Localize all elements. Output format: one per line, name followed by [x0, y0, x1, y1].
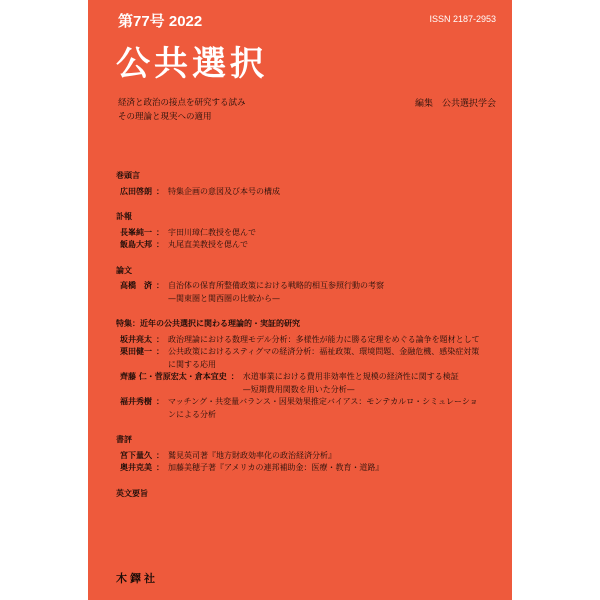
journal-title: 公共選択: [116, 44, 268, 84]
toc-entry: 栗田健一 ： 公共政策におけるスティグマの経済分析：福祉政策、環境問題、金融危機、感染症対策 に関する応用: [120, 346, 496, 371]
section-heading-obituaries: 訃報: [116, 212, 132, 221]
issn: ISSN 2187-2953: [429, 14, 496, 24]
issue-number: 第77号 2022: [118, 13, 203, 30]
entry-title-line: 公共政策におけるスティグマの経済分析：福祉政策、環境問題、金融危機、感染症対策: [168, 347, 480, 356]
entry-title-line: 水道事業における費用非効率性と規模の経済性に関する検証: [242, 372, 459, 381]
entry-title: 宇田川璋仁教授を偲んで: [168, 227, 256, 237]
entry-author: 高橋 済: [120, 281, 152, 290]
toc-entry: 飯島大邦 ： 丸尾直美教授を偲んで: [120, 239, 496, 252]
entry-title-continuation: —関東圏と関西圏の比較から—: [168, 293, 280, 303]
toc-entry: 高橋 済 ： 自治体の保育所整備政策における戦略的相互参照行動の考察 —関東圏と関西圏の比較から—: [120, 280, 496, 305]
entry-title-continuation: —短期費用関数を用いた分析—: [242, 384, 355, 394]
entry-title-line: マッチング・共変量バランス・因果効果推定バイアス：モンテカルロ・シミュレーショ: [168, 397, 478, 406]
section-heading-special: 特集：近年の公共選択に関わる理論的・実証的研究: [116, 319, 300, 328]
entry-title: 加藤美穂子著『アメリカの連邦補助金：医療・教育・道路』: [168, 463, 384, 472]
toc-entry: 福井秀樹 ： マッチング・共変量バランス・因果効果推定バイアス：モンテカルロ・シミュレーショ ンによる分析: [120, 396, 496, 421]
subtitle-line: その理論と現実への適用: [118, 112, 212, 122]
editor-credit: 編集 公共選択学会: [414, 99, 496, 109]
journal-cover: [88, 0, 512, 600]
entry-title: 丸尾直美教授を偲んで: [168, 240, 248, 249]
entry-title: [168, 280, 496, 305]
entry-author: 齊藤 仁・菅原宏太・倉本宜史: [120, 372, 227, 381]
entry-author: 奥井克美: [120, 463, 152, 472]
entry-title-continuation: ンによる分析: [168, 409, 216, 419]
entry-title: 特集企画の意図及び本号の構成: [168, 186, 280, 196]
entry-title: 鷲見英司著『地方財政効率化の政治経済分析』: [168, 450, 336, 460]
entry-author: 広田啓朗: [120, 186, 152, 196]
toc-entry: 宮下量久 ： 鷲見英司著『地方財政効率化の政治経済分析』: [120, 450, 496, 463]
entry-title-continuation: に関する応用: [168, 359, 216, 369]
toc-entry: 坂井亮太 ： 政治理論における数理モデル分析：多様性が能力に勝る定理をめぐる論争を題材として: [120, 334, 496, 347]
toc-entry: 広田啓朗 ： 特集企画の意図及び本号の構成: [120, 186, 496, 199]
entry-author: 福井秀樹: [120, 397, 152, 406]
entry-author: 坂井亮太: [120, 334, 152, 344]
entry-author: 飯島大邦: [120, 240, 152, 249]
toc-entry: 長峯純一 ： 宇田川璋仁教授を偲んで: [120, 227, 496, 240]
entry-title-line: 自治体の保育所整備政策における戦略的相互参照行動の考察: [168, 281, 384, 290]
table-of-contents: [116, 170, 496, 503]
publisher: 木鐸社: [116, 572, 158, 585]
section-heading-articles: 論文: [116, 265, 132, 275]
entry-title: [243, 371, 496, 396]
section-heading-reviews: 書評: [116, 435, 132, 444]
section-heading-english-abstracts: 英文要旨: [116, 488, 148, 498]
section-heading-foreword: 巻頭言: [116, 171, 140, 180]
entry-title: [168, 396, 496, 421]
entry-author: 長峯純一: [120, 227, 152, 237]
subtitle-line: 経済と政治の接点を研究する試み: [118, 98, 246, 108]
entry-title: 政治理論における数理モデル分析：多様性が能力に勝る定理をめぐる論争を題材として: [168, 334, 480, 344]
entry-title: [168, 346, 496, 371]
entry-author: 宮下量久: [120, 450, 152, 460]
toc-entry: 奥井克美 ： 加藤美穂子著『アメリカの連邦補助金：医療・教育・道路』: [120, 462, 496, 475]
entry-author: 栗田健一: [120, 347, 152, 356]
journal-subtitle: [118, 96, 246, 124]
toc-entry: 齊藤 仁・菅原宏太・倉本宜史 ： 水道事業における費用非効率性と規模の経済性に関する検証 —短期費用関数を用いた分析—: [120, 371, 496, 396]
